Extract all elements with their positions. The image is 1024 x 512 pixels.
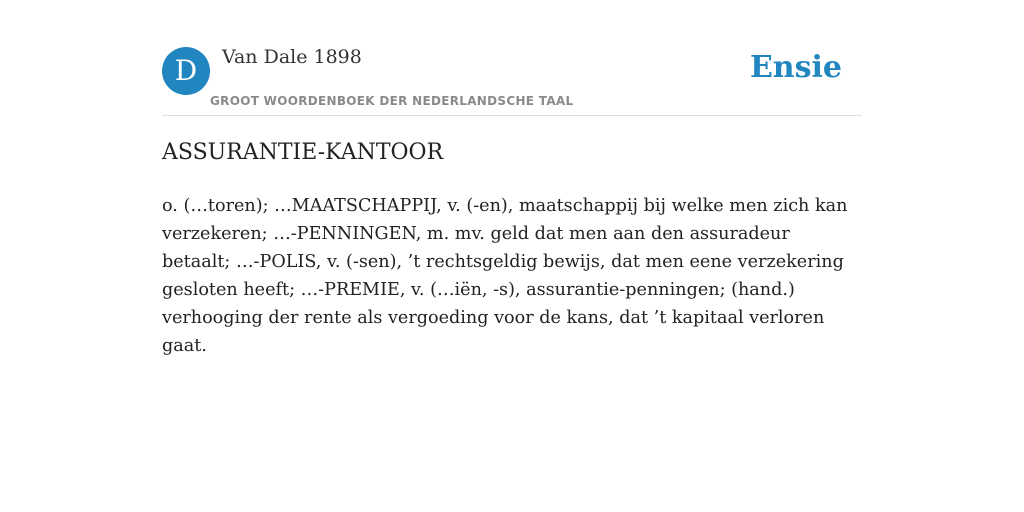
entry-card <box>162 0 862 512</box>
headword: ASSURANTIE-KANTOOR <box>162 140 444 165</box>
entry-header <box>162 0 862 116</box>
ensie-logo[interactable]: Ensie <box>749 50 842 85</box>
source-title[interactable]: Van Dale 1898 <box>222 46 362 68</box>
source-logo[interactable]: D <box>162 47 210 95</box>
source-subtitle: GROOT WOORDENBOEK DER NEDERLANDSCHE TAAL <box>210 94 574 108</box>
definition-text: o. (…toren); …MAATSCHAPPIJ, v. (-en), maatschappij bij welke men zich kan verzekeren; …-PENNINGEN, m. mv. geld dat men aan den assuradeur betaalt; …-POLIS, v. (-sen), ’t rechtsgeldig bewijs, dat men eene verzekering gesloten heeft; …-PREMIE, v. (…iën, -s), assurantie-penningen; (hand.) verhooging der rente als vergoeding voor de kans, dat ’t kapitaal verloren gaat. <box>162 196 848 356</box>
